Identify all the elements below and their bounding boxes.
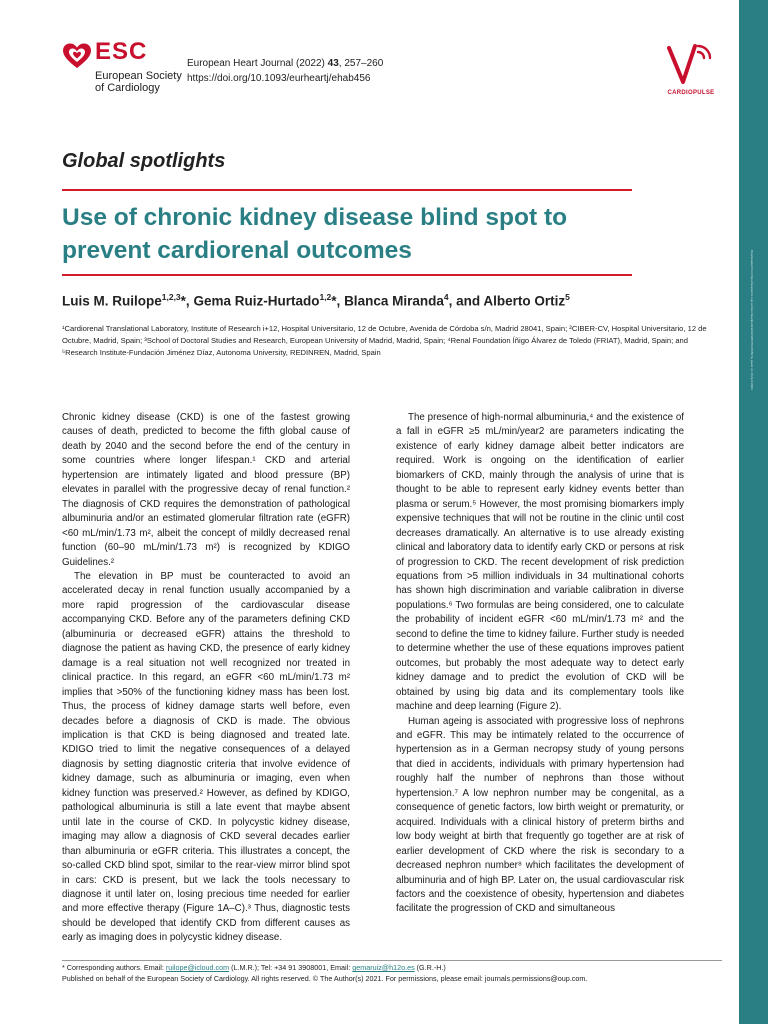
- author-separator: , and: [448, 293, 484, 309]
- body-column-left: [62, 411, 350, 946]
- corr-mid: (L.M.R.); Tel: +34 91 3908001, Email:: [229, 963, 353, 972]
- author-name: Blanca Miranda: [344, 293, 444, 309]
- author-affiliation-marker: 1,2: [319, 292, 332, 302]
- paragraph: Human ageing is associated with progressive loss of nephrons and eGFR. This may be intimately related to the occurrence of hypertension as in a German necropsy study of young persons that died in accidents, individuals with primary hypertension had roughly half the number of nephrons than those without hypertension.⁷ A low nephron number may be congenital, as a consequence of genetic factors, low birth weight or prematurity, or acquired. Individuals with a clinical history of preterm births and low body weight at birth that frequently go together are at risk of earlier development of CKD where the risk is secondary to a decreased nephron number⁸ which facilitates the development of albuminuria and of high BP. Later on, the usual cardiovascular risk factors and the coexistence of obesity, hypertension and diabetes facilitate the progression of CKD and simultaneous: [396, 715, 684, 915]
- corr-prefix: * Corresponding authors. Email:: [62, 963, 166, 972]
- org-name: European Society of Cardiology: [95, 70, 182, 94]
- footnote-rule: [62, 960, 722, 961]
- author-affiliation-marker: 4: [443, 292, 449, 302]
- paragraph: The elevation in BP must be counteracted to avoid an accelerated decay in renal function usually accompanied by a more rapid progression of the cardiovascular disease accompanying CKD. Before any of the parameters defining CKD (albuminuria or decreased eGFR) attains the threshold to diagnose the patient as having CKD, the presence of early kidney damage is a real situation not well recognized nor treated in clinical practice. In this regard, an eGFR <60 mL/min/1.73 m² implies that >50% of the functioning kidney mass has been lost. Thus, the process of kidney damage starts well before, even decades before a diagnosis of CKD is made. The obvious implication is that CKD is being diagnosed and treated late. KDIGO tried to limit the negative consequences of a delayed diagnosis by setting diagnostic criteria that involve evidence of kidney damage, such as albuminuria or imaging, even when kidney function was preserved.² However, as defined by KDIGO, pathological albuminuria is still a late event that maybe absent until late in the course of CKD. In polycystic kidney disease, imaging may allow a diagnosis of CKD several decades earlier than albuminuria or eGFR criteria. This illustrates a concept, the so-called CKD blind spot, similar to the rear-view mirror blind spot in cars: CKD is present, but we lack the tools necessary to diagnose it until later on, losing precious time needed for earlier and more effective therapy (Figure 1A–C).³ Thus, diagnostic tests should be developed that identify CKD from different causes as early as imaging does in polycystic kidney disease.: [62, 570, 350, 944]
- side-strip: [739, 0, 768, 1024]
- author-separator: ,: [336, 293, 345, 309]
- heart-icon: [62, 42, 92, 70]
- cardiopulse-label: CARDIOPULSE: [667, 90, 715, 96]
- journal-volume: 43: [327, 58, 339, 69]
- section-heading: Global spotlights: [62, 150, 226, 172]
- author-name: Luis M. Ruilope: [62, 293, 162, 309]
- author-name: Gema Ruiz-Hurtado: [193, 293, 320, 309]
- corresponding-marker: *: [331, 293, 337, 309]
- author-separator: ,: [185, 293, 194, 309]
- article-title: Use of chronic kidney disease blind spot to prevent cardiorenal outcomes: [62, 204, 568, 264]
- author-name: Alberto Ortiz: [483, 293, 566, 309]
- paragraph: Chronic kidney disease (CKD) is one of the fastest growing causes of death, predicted to become the fifth global cause of death by 2040 and the second before the end of the century in some countries where longer lifespan.¹ CKD and arterial hypertension are intimately ligated and blood pressure (BP) elevates in parallel with the progressive decay of renal function.² The diagnosis of CKD requires the demonstration of pathological albuminuria and/or an estimated glomerular filtration rate (eGFR) <60 mL/min/1.73 m², albeit the concept of mildly decreased renal function (60–90 mL/min/1.73 m²) is recognized by KDIGO Guidelines.²: [62, 412, 350, 568]
- esc-wordmark: ESC: [95, 38, 148, 65]
- journal-name: European Heart Journal (2022): [187, 58, 328, 69]
- corresponding-marker: *: [180, 293, 186, 309]
- journal-citation: [187, 56, 383, 71]
- doi-link[interactable]: https://doi.org/10.1093/eurheartj/ehab456: [187, 73, 371, 84]
- corresponding-authors-note: [62, 963, 727, 973]
- journal-pages: , 257–260: [338, 58, 384, 69]
- email-link-ruilope[interactable]: ruilope@icloud.com: [165, 963, 230, 972]
- esc-logo[interactable]: [62, 38, 202, 98]
- cardiopulse-logo: [661, 38, 721, 100]
- affiliations: ¹Cardiorenal Translational Laboratory, Institute of Research i+12, Hospital Universitario, 12 de Octubre, Avenida de Córdoba s/n, Madrid 28041, Spain; ²CIBER-CV, Hospital Universitario, 12 de Octubre, Madrid, Spain; ³School of Doctoral Studies and Research, European University of Madrid, Madrid, Spain; ⁴Renal Foundation Íñigo Álvarez de Toledo (FRIAT), Madrid, Spain; and ⁵Research Institute-Fundación Jiménez Díaz, Autonoma University, REDINREN, Madrid, Spain: [62, 324, 707, 357]
- title-rule-top: [62, 189, 632, 191]
- author-affiliation-marker: 1,2,3: [161, 292, 181, 302]
- paragraph: The presence of high-normal albuminuria,⁴ and the existence of a fall in eGFR ≥5 mL/min/year2 are parameters indicating the existence of early kidney damage albeit better indicators are required. Work is ongoing on the identification of earlier biomarkers of CKD, mainly through the analysis of urine that is thought to be able to represent early kidney events better than plasma or serum.⁵ However, the most promising biomarkers imply expensive techniques that will not be routine in the clinic until cost decreases dramatically. An alternative is to use already existing clinical and laboratory data to identify early CKD or persons at risk of progression to CKD. The recent development of risk prediction equations from >5 million individuals in 34 multinational cohorts has shown high discrimination and variable calibration in diverse populations.⁶ Two formulas are being considered, one to calculate the probability of incident eGFR <60 mL/min/1.73 m² and the second to define the time to kidney failure. Further study is needed to determine whether the use of these equations improves patient outcomes, but probably the most adequate way to detect early kidney damage and to predict the evolution of CKD will be obtained by using big data and its complementary tools like machine and deep learning (Figure 2).: [396, 412, 684, 713]
- author-list: [62, 292, 722, 309]
- email-link-ruiz[interactable]: gemaruiz@h12o.es: [352, 963, 415, 972]
- corr-suffix: (G.R.-H.): [414, 963, 446, 972]
- body-column-right: [396, 411, 684, 917]
- pulse-icon: [661, 38, 721, 88]
- author-affiliation-marker: 5: [565, 292, 570, 302]
- download-note: Downloaded from https://academic.oup.com/eurheartj/article/43/4/257/6337656 by guest on 10 April 2024: [750, 250, 754, 390]
- title-rule-bottom: [62, 274, 632, 276]
- publication-note: Published on behalf of the European Society of Cardiology. All rights reserved. © The Author(s) 2021. For permissions, please email: journals.permissions@oup.com.: [62, 974, 588, 983]
- journal-reference: [187, 56, 383, 86]
